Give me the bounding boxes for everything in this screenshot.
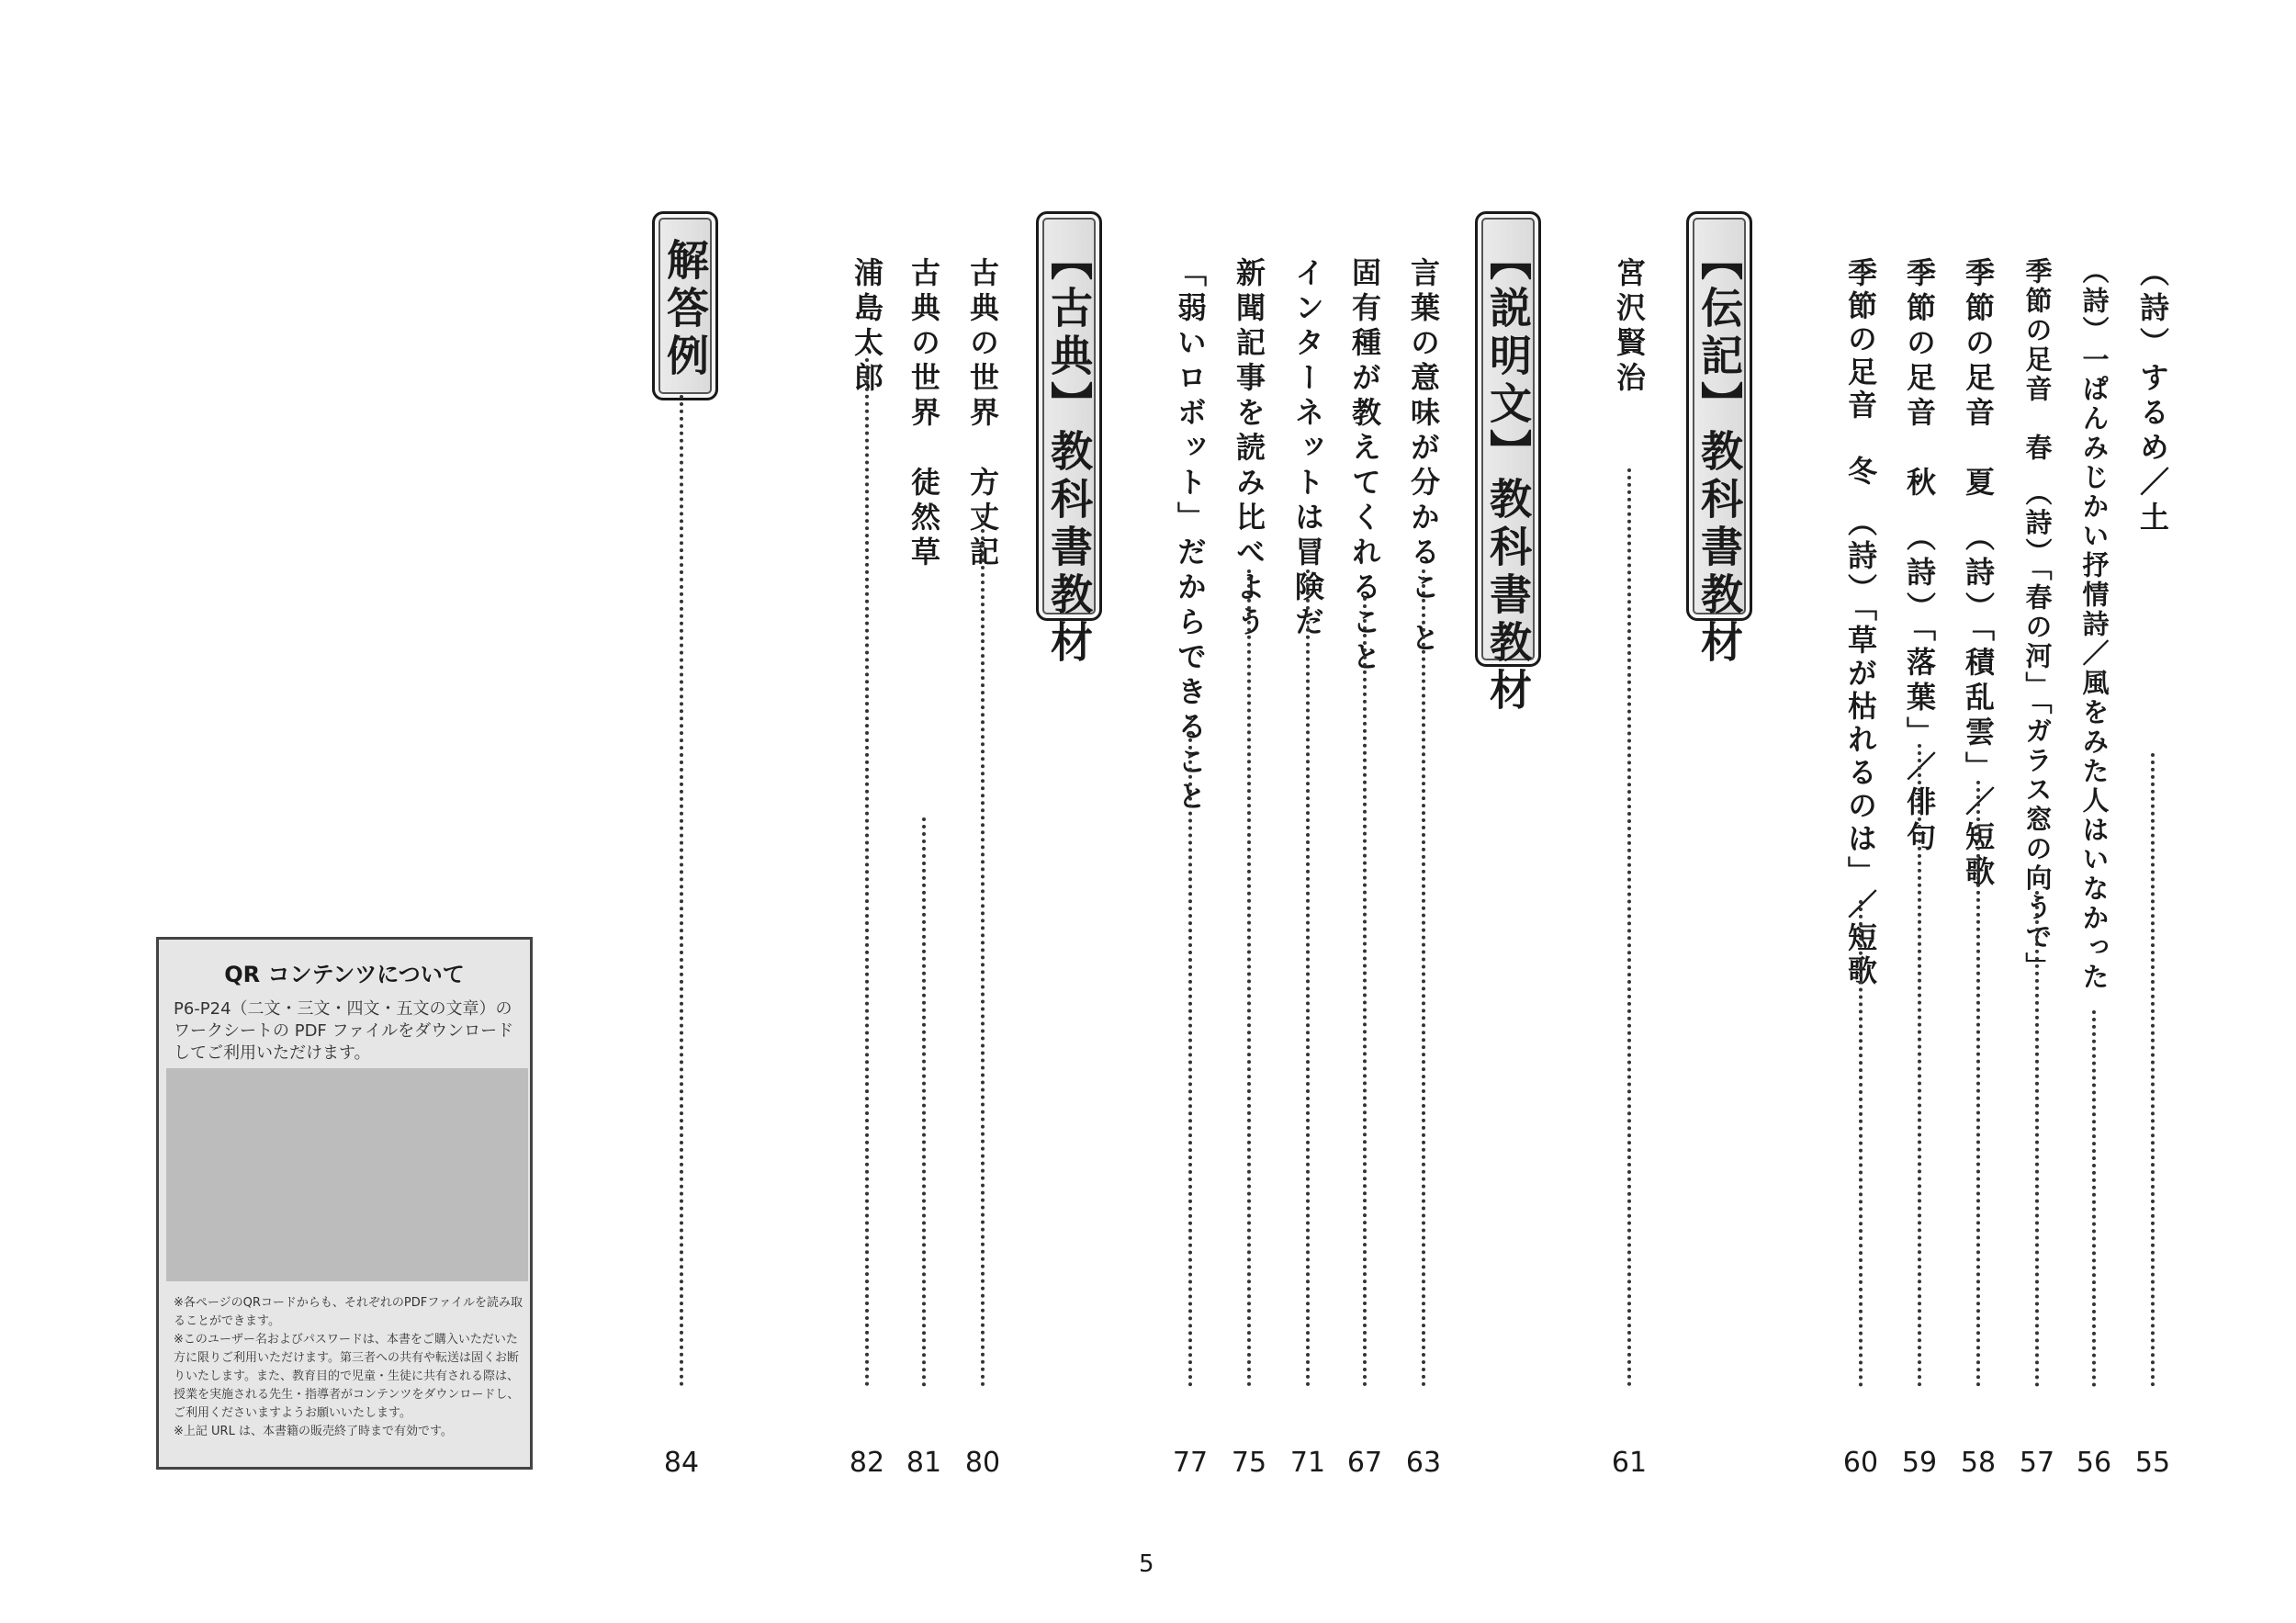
toc-entry-title: 古典の世界 方丈記 bbox=[965, 257, 1000, 571]
qr-code-placeholder bbox=[166, 1068, 528, 1281]
toc-entry[interactable] bbox=[654, 257, 709, 1479]
qr-panel-description: P6-P24（二文・三文・四文・五文の文章）のワークシートの PDF ファイルをダウンロードしてご利用いただけます。 bbox=[174, 999, 514, 1063]
toc-entry-title: 宮沢賢治 bbox=[1612, 257, 1647, 397]
section-heading-label: 【説明文】教科書教材 bbox=[1483, 238, 1533, 716]
toc-entry-title: （詩）一ぱんみじかい抒情詩／風をみた人はいなかった bbox=[2078, 257, 2110, 992]
qr-panel-notes bbox=[174, 1294, 523, 1441]
toc-entry[interactable] bbox=[1951, 257, 2006, 1479]
page-folio: 5 bbox=[1139, 1550, 1154, 1578]
section-heading-koten bbox=[1036, 211, 1102, 668]
dot-leader bbox=[2151, 753, 2155, 1387]
toc-entry[interactable] bbox=[1602, 257, 1657, 1479]
toc-entry[interactable] bbox=[1892, 257, 1947, 1479]
toc-entry[interactable] bbox=[2009, 257, 2065, 1479]
dot-leader bbox=[922, 817, 926, 1387]
toc-entry-page: 75 bbox=[1231, 1447, 1267, 1479]
toc-entry[interactable] bbox=[1833, 257, 1888, 1479]
toc-entry[interactable] bbox=[1221, 257, 1277, 1479]
toc-entry-title: 新聞記事を読み比べよう bbox=[1232, 257, 1266, 641]
section-heading-label: 【古典】教科書教材 bbox=[1044, 238, 1094, 668]
dot-leader bbox=[1976, 781, 1980, 1387]
toc-entry-page: 71 bbox=[1289, 1447, 1326, 1479]
toc-entry-page: 82 bbox=[849, 1447, 885, 1479]
toc-entry[interactable] bbox=[1280, 257, 1335, 1479]
toc-entry-title: 固有種が教えてくれること bbox=[1347, 257, 1382, 676]
dot-leader bbox=[1247, 569, 1251, 1387]
toc-entry-page: 67 bbox=[1346, 1447, 1383, 1479]
dot-leader bbox=[2035, 891, 2039, 1387]
dot-leader bbox=[1188, 716, 1192, 1387]
toc-entry-page: 80 bbox=[964, 1447, 1001, 1479]
dot-leader bbox=[1363, 597, 1367, 1387]
toc-entry-page: 81 bbox=[906, 1447, 942, 1479]
toc-entry-page: 55 bbox=[2134, 1447, 2171, 1479]
toc-entry-title: インターネットは冒険だ bbox=[1290, 257, 1325, 641]
toc-entry-page: 63 bbox=[1405, 1447, 1442, 1479]
toc-entry-page: 60 bbox=[1842, 1447, 1879, 1479]
toc-entry[interactable] bbox=[955, 257, 1010, 1479]
dot-leader bbox=[2092, 1010, 2096, 1387]
toc-entry-title: 古典の世界 徒然草 bbox=[906, 257, 941, 571]
toc-entry[interactable] bbox=[2125, 257, 2180, 1479]
qr-panel-title: QR コンテンツについて bbox=[224, 962, 465, 987]
qr-note: ※このユーザー名およびパスワードは、本書をご購入いただいた方に限りご利用いただけます。第三者への共有や転送は固くお断りいたします。また、教育目的で児童・生徒に共有される際は、授業を実施される先生・指導者がコンテンツをダウンロードし、ご利用くださいますようお願いいたします。 bbox=[174, 1333, 520, 1420]
toc-entry[interactable] bbox=[839, 257, 895, 1479]
toc-entry[interactable] bbox=[1163, 257, 1218, 1479]
section-heading-denki bbox=[1686, 211, 1752, 668]
qr-contents-panel bbox=[156, 937, 533, 1470]
toc-entry-page: 84 bbox=[663, 1447, 700, 1479]
toc-entry-title: 浦島太郎 bbox=[850, 257, 884, 397]
toc-entry[interactable] bbox=[1396, 257, 1451, 1479]
dot-leader bbox=[1627, 468, 1631, 1387]
qr-note: ※各ページのQRコードからも、それぞれのPDFファイルを読み取ることができます。 bbox=[174, 1296, 523, 1328]
qr-note: ※上記 URL は、本書籍の販売終了時まで有効です。 bbox=[174, 1425, 453, 1438]
toc-entry-page: 59 bbox=[1901, 1447, 1938, 1479]
toc-entry-page: 77 bbox=[1172, 1447, 1209, 1479]
dot-leader bbox=[680, 395, 683, 1387]
dot-leader bbox=[1918, 744, 1921, 1387]
toc-entry-title: 季節の足音 夏 （詩）「積乱雲」／短歌 bbox=[1961, 257, 1996, 891]
toc-entry-title: 言葉の意味が分かるこ と bbox=[1406, 257, 1441, 658]
toc-entry[interactable] bbox=[896, 257, 951, 1479]
dot-leader bbox=[1306, 569, 1310, 1387]
toc-entry-title: （詩）するめ／土 bbox=[2135, 257, 2170, 536]
toc-entry-title: 季節の足音 春 （詩）「春の河」「ガラス窓の向うで」 bbox=[2021, 257, 2054, 982]
toc-entry-page: 58 bbox=[1960, 1447, 1997, 1479]
toc-entry-page: 56 bbox=[2076, 1447, 2112, 1479]
toc-entry-title: 季節の足音 冬 （詩）「草が枯れるのは」／短歌 bbox=[1843, 257, 1878, 988]
toc-entry-title: 「弱いロボット」だからできること bbox=[1173, 257, 1208, 816]
section-heading-label: 解答例 bbox=[660, 238, 710, 381]
toc-entry-page: 57 bbox=[2019, 1447, 2055, 1479]
toc-entry-title: 季節の足音 秋 （詩）「落葉」／俳句 bbox=[1902, 257, 1937, 856]
dot-leader bbox=[1422, 569, 1425, 1387]
dot-leader bbox=[865, 358, 869, 1387]
dot-leader bbox=[1859, 900, 1863, 1387]
toc-entry[interactable] bbox=[1337, 257, 1392, 1479]
section-heading-setsumeibun bbox=[1475, 211, 1541, 716]
toc-entry[interactable] bbox=[2066, 257, 2122, 1479]
dot-leader bbox=[981, 514, 985, 1387]
toc-entry-page: 61 bbox=[1611, 1447, 1648, 1479]
section-heading-label: 【伝記】教科書教材 bbox=[1694, 238, 1744, 668]
